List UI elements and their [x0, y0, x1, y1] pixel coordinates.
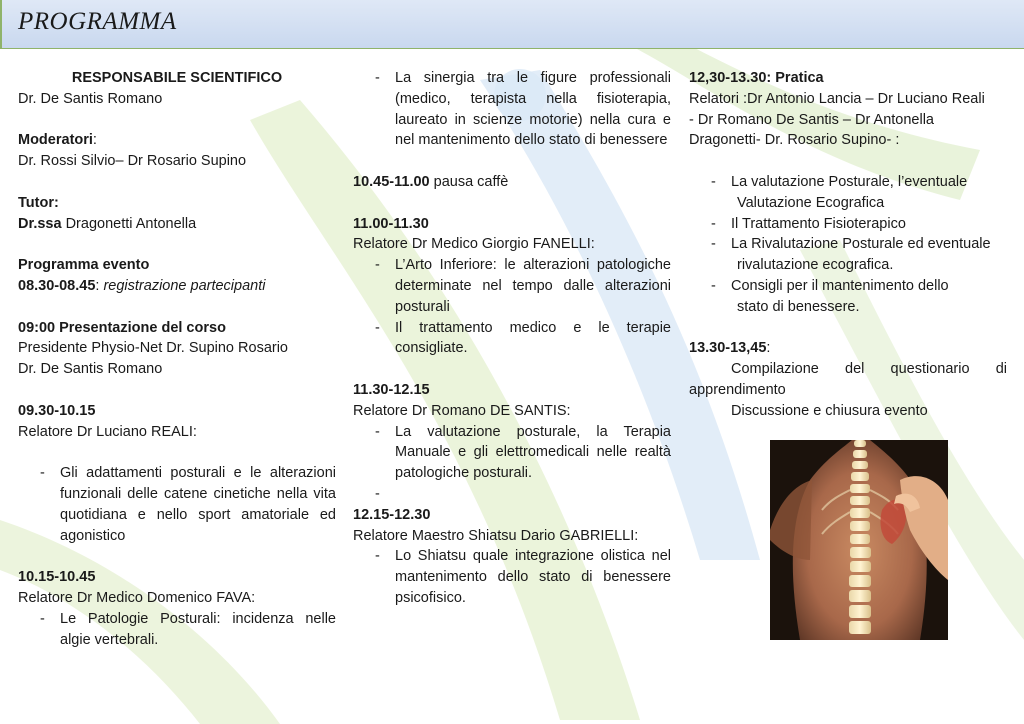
dash-bullet: - — [375, 319, 380, 336]
list-item — [353, 68, 671, 151]
session2-relatore: Relatore Dr Medico Domenico FAVA: — [18, 589, 256, 606]
list-item-text: Gli adattamenti posturali e le alterazioni funzionali delle catene cinetiche nella vita quotidiana e nello sport amatoriale ed agonistico — [60, 465, 336, 544]
dash-bullet: - — [711, 173, 716, 190]
tutor-prefix: Dr.ssa — [18, 215, 62, 232]
dash-bullet: - — [711, 215, 716, 232]
list-item — [18, 463, 336, 546]
pratica-list — [689, 172, 1007, 318]
session3-list — [353, 255, 671, 359]
moderatori-colon: : — [92, 132, 97, 149]
presentation-title: 09:00 Presentazione del corso — [18, 319, 226, 336]
responsabile-name: Dr. De Santis Romano — [18, 90, 163, 107]
column-right — [689, 68, 1007, 422]
list-item — [689, 234, 1007, 276]
session4-time: 11.30-12.15 — [353, 381, 430, 398]
pausa-line — [353, 172, 671, 193]
list-item — [689, 276, 1007, 318]
list-item — [353, 546, 671, 608]
session5-relatore: Relatore Maestro Shiatsu Dario GABRIELLI: — [353, 527, 639, 544]
pausa-time: 10.45-11.00 — [353, 173, 430, 190]
registration-text: registrazione partecipanti — [103, 277, 266, 294]
list-item — [353, 422, 671, 484]
list-item — [689, 214, 1007, 235]
list-item-text: La valutazione Posturale, l’eventuale — [731, 173, 968, 190]
list-item — [353, 318, 671, 360]
pausa-text: pausa caffè — [429, 173, 509, 190]
moderatori-names: Dr. Rossi Silvio– Dr Rosario Supino — [18, 153, 247, 170]
list-item-text: L’Arto Inferiore: le alterazioni patologiche determinate nel tempo dalle alterazioni posturali — [395, 257, 671, 315]
session1-relatore: Relatore Dr Luciano REALI: — [18, 423, 197, 440]
list-item-text: Consigli per il mantenimento dello — [731, 277, 949, 294]
list-item-text-cont: rivalutazione ecografica. — [737, 257, 894, 274]
list-item — [353, 484, 671, 505]
list-item-text: La valutazione posturale, la Terapia Manuale e gli elettromedicali nelle realtà patologiche posturali. — [395, 423, 671, 482]
list-item-text: La sinergia tra le figure professionali (medico, terapista nella fisioterapia, laureato in scienze motorie) nella cura e nel mantenimento dello stato di benessere — [395, 70, 671, 149]
list-item-text: Il trattamento medico e le terapie consigliate. — [395, 319, 671, 357]
responsabile-heading: RESPONSABILE SCIENTIFICO — [71, 70, 283, 86]
tutor-label: Tutor: — [18, 194, 59, 211]
presentation-line1: Presidente Physio-Net Dr. Supino Rosario — [18, 340, 288, 357]
dash-bullet: - — [375, 257, 380, 274]
list-item-text-cont: Valutazione Ecografica — [737, 194, 885, 211]
list-item — [689, 172, 1007, 214]
continuation-list — [353, 68, 671, 151]
session2-time: 10.15-10.45 — [18, 569, 96, 586]
session2-list — [18, 609, 336, 651]
list-item-text: Il Trattamento Fisioterapico — [731, 215, 906, 232]
pratica-title: 12,30-13.30: Pratica — [689, 70, 824, 86]
page-title: PROGRAMMA — [18, 8, 177, 35]
session1-list — [18, 463, 336, 546]
list-item — [18, 609, 336, 651]
final-time: 13.30-13,45 — [689, 340, 767, 357]
dash-bullet: - — [40, 610, 45, 627]
presentation-line2: Dr. De Santis Romano — [18, 361, 163, 378]
final-line1: Compilazione del questionario di apprendimento — [689, 361, 1007, 398]
final-colon: : — [766, 340, 771, 357]
dash-bullet: - — [375, 70, 380, 86]
spine-back-photo — [770, 440, 948, 640]
list-item-text: La Rivalutazione Posturale ed eventuale — [731, 236, 991, 253]
tutor-name: Dragonetti Antonella — [61, 215, 197, 232]
moderatori-label: Moderatori — [18, 132, 93, 149]
list-item-text-cont: stato di benessere. — [737, 298, 860, 315]
programma-label: Programma evento — [18, 257, 150, 274]
dash-bullet: - — [375, 485, 380, 502]
final-line2: Discussione e chiusura evento — [731, 402, 928, 419]
final-line — [689, 338, 1007, 359]
session3-time: 11.00-11.30 — [353, 215, 429, 232]
session5-time: 12.15-12.30 — [353, 506, 431, 523]
registration-time: 08.30-08.45 — [18, 277, 96, 294]
dash-bullet: - — [711, 277, 716, 294]
column-left — [18, 68, 336, 650]
dash-bullet: - — [40, 465, 45, 482]
registration-colon: : — [95, 277, 104, 294]
column-middle — [353, 68, 671, 609]
dash-bullet: - — [711, 236, 716, 253]
list-item — [353, 255, 671, 317]
relatori-line1: Relatori :Dr Antonio Lancia – Dr Luciano Reali — [689, 90, 985, 107]
session3-relatore: Relatore Dr Medico Giorgio FANELLI: — [353, 236, 595, 253]
relatori-line3: Dragonetti- Dr. Rosario Supino- : — [689, 132, 900, 149]
list-item-text: Le Patologie Posturali: incidenza nelle algie vertebrali. — [60, 610, 336, 648]
moderatori-line — [18, 130, 336, 151]
session4-list — [353, 422, 671, 505]
session1-time: 09.30-10.15 — [18, 402, 96, 419]
list-item-text: Lo Shiatsu quale integrazione olistica nel mantenimento dello stato di benessere psicofisico. — [395, 548, 671, 606]
dash-bullet: - — [375, 548, 380, 565]
tutor-line — [18, 214, 336, 235]
page-header — [0, 0, 1024, 49]
dash-bullet: - — [375, 423, 380, 440]
registration-line — [18, 276, 336, 297]
session4-relatore: Relatore Dr Romano DE SANTIS: — [353, 402, 571, 419]
session5-list — [353, 546, 671, 608]
relatori-line2: - Dr Romano De Santis – Dr Antonella — [689, 111, 934, 128]
